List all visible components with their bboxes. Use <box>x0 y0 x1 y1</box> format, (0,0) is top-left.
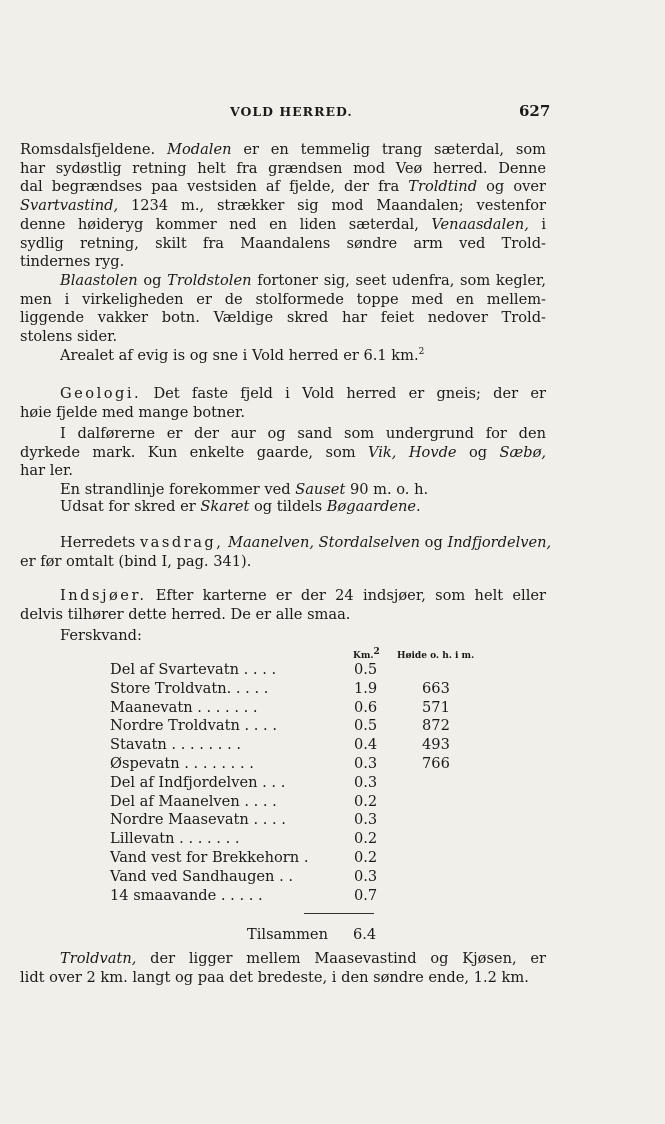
lake-elevation: 872 <box>422 717 450 735</box>
lake-area: 0.5 <box>354 661 378 678</box>
text-run: delvis tilhører dette herred. De er alle smaa. <box>20 605 351 623</box>
text-run: 1234 m., strækker sig mod Maandalen; vestenfor <box>118 197 546 215</box>
text-run: høie fjelde med mange botner. <box>20 403 246 421</box>
table-row <box>110 755 490 774</box>
text-run: og tildels <box>249 498 327 515</box>
paragraph-strandlinje <box>20 481 546 500</box>
table-row <box>110 661 490 680</box>
paragraph-indsjoer <box>20 587 546 624</box>
text-line <box>20 462 546 481</box>
text-run: I dalførerne er der aur og sand som undergrund for den <box>60 425 546 442</box>
lake-name: Lillevatn . . . . . . . <box>110 830 240 848</box>
text-line <box>20 178 546 197</box>
table-row <box>110 717 490 736</box>
total-label: Tilsammen <box>247 926 328 943</box>
lakes-table <box>110 661 490 905</box>
text-run: men i virkeligheden er de stolformede toppe med en mellem- <box>20 290 546 308</box>
lake-elevation: 663 <box>422 679 450 697</box>
text-run: Svartvastind, <box>20 197 119 215</box>
lake-name: Stavatn . . . . . . . . <box>110 736 241 754</box>
paragraph-ferskvand <box>20 627 546 646</box>
text-line <box>20 141 546 160</box>
text-run: Arealet af evig is og sne i Vold herred er 6.1 km. <box>60 347 419 364</box>
text-run: og <box>137 272 168 289</box>
text-run: liggende vakker botn. Vældige skred har feiet nedover Trold- <box>20 309 546 327</box>
text-run: vasdrag, <box>139 534 224 551</box>
text-line <box>20 587 546 606</box>
lake-elevation: 571 <box>422 698 450 716</box>
table-row <box>110 849 490 868</box>
text-run: Modalen <box>167 141 232 158</box>
text-run: i <box>528 215 547 233</box>
text-line <box>20 969 546 988</box>
hoide-column-header: Høide o. h. i m. <box>397 651 475 661</box>
text-run: Troldtind <box>408 178 478 196</box>
lake-area: 0.5 <box>354 717 378 735</box>
text-line <box>20 404 546 423</box>
lake-name: Nordre Maasevatn . . . . <box>110 811 286 829</box>
lake-area: 0.3 <box>354 867 378 885</box>
text-run: Sauset <box>295 481 346 498</box>
text-line <box>20 534 552 553</box>
text-run: Vik, Hovde <box>367 443 457 461</box>
text-line <box>20 950 546 969</box>
table-row <box>110 811 490 830</box>
text-run: Geologi. <box>60 385 142 402</box>
text-run: 90 m. o. h. <box>345 481 429 498</box>
table-row <box>110 774 490 793</box>
text-run: Blaastolen <box>60 272 138 289</box>
lake-name: Øspevatn . . . . . . . . <box>110 754 254 772</box>
text-run: og <box>456 443 500 461</box>
text-run: Troldvatn, <box>60 950 137 967</box>
table-row <box>110 830 490 849</box>
text-line <box>20 272 546 291</box>
text-run: Troldstolen <box>167 272 252 289</box>
text-run: Maanelven, Stordalselven <box>228 534 421 551</box>
text-line <box>20 385 546 404</box>
table-row <box>110 680 490 699</box>
sum-rule <box>304 913 374 914</box>
text-run: denne høideryg kommer ned en liden sæterdal, <box>20 215 432 233</box>
lake-name: Maanevatn . . . . . . . <box>110 698 258 716</box>
text-run: En strandlinje forekommer ved <box>60 481 296 498</box>
text-run: har sydøstlig retning helt fra grændsen mod Veø herred. Denne <box>20 159 546 177</box>
table-row <box>110 868 490 887</box>
table-row <box>110 699 490 718</box>
table-row <box>110 887 490 906</box>
text-run: stolens sider. <box>20 328 118 346</box>
paragraph-vasdrag <box>20 534 552 571</box>
lake-area: 0.3 <box>354 754 378 772</box>
text-line <box>20 444 546 463</box>
lake-area: 0.7 <box>354 886 378 904</box>
text-run: dyrkede mark. Kun enkelte gaarde, som <box>20 443 368 461</box>
lake-area: 0.3 <box>354 811 378 829</box>
text-run: Udsat for skred er <box>60 498 201 515</box>
chapter-title: VOLD HERRED. <box>230 104 353 119</box>
text-line <box>20 216 546 235</box>
text-run: Skaret <box>200 498 250 515</box>
km-column-header: Km.$^2$ <box>353 647 380 661</box>
paragraph-arealet <box>20 347 546 366</box>
text-run: lidt over 2 km. langt og paa det bredeste, i den søndre ende, 1.2 km. <box>20 968 529 986</box>
lake-area: 0.4 <box>354 736 378 754</box>
paragraph-blaastolen <box>20 272 546 347</box>
text-line <box>20 627 546 646</box>
running-header <box>0 104 665 124</box>
text-line <box>20 498 546 517</box>
text-line <box>20 160 546 179</box>
lake-area: 0.2 <box>354 830 378 848</box>
text-run: fortoner sig, seet udenfra, som kegler, <box>251 272 547 289</box>
text-run: tindernes ryg. <box>20 253 125 271</box>
text-line <box>20 197 546 216</box>
lake-name: Del af Svartevatn . . . . <box>110 661 277 678</box>
lake-area: 1.9 <box>354 679 378 697</box>
lake-area: 0.2 <box>354 792 378 810</box>
text-run: dal begrændses paa vestsiden af fjelde, der fra <box>20 178 409 196</box>
text-run: Bøgaardene. <box>326 498 421 515</box>
text-run: er en temmelig trang sæterdal, som <box>231 141 547 158</box>
text-run: Herredets <box>60 534 140 551</box>
text-line <box>20 309 546 328</box>
text-line <box>20 328 546 347</box>
text-line <box>20 553 546 572</box>
lake-name: Vand vest for Brekkehorn . <box>110 848 309 866</box>
paragraph-skred <box>20 498 546 517</box>
paragraph-dalforerne <box>20 425 546 481</box>
lake-area: 0.2 <box>354 848 378 866</box>
text-run: Sæbø, <box>499 443 546 461</box>
lake-name: Nordre Troldvatn . . . . <box>110 717 277 735</box>
text-run: er før omtalt (bind I, pag. 341). <box>20 552 252 570</box>
text-run: Efter karterne er der 24 indsjøer, som helt eller <box>146 587 546 604</box>
text-run: 2 <box>418 347 425 358</box>
lake-name: Vand ved Sandhaugen . . <box>110 867 294 885</box>
paragraph-modalen <box>20 141 546 272</box>
total-row <box>247 926 377 943</box>
text-run: sydlig retning, skilt fra Maandalens søndre arm ved Trold- <box>20 234 546 252</box>
text-run: Indsjøer. <box>60 587 147 604</box>
lake-name: Del af Indfjordelven . . . <box>110 773 286 791</box>
lake-name: 14 smaavande . . . . . <box>110 886 263 904</box>
text-run: har ler. <box>20 462 74 480</box>
text-line <box>20 291 546 310</box>
lake-elevation: 766 <box>422 754 450 772</box>
text-run: Romsdalsfjeldene. <box>20 141 168 158</box>
text-run: Indfjordelven, <box>447 534 552 551</box>
text-run: der ligger mellem Maasevastind og Kjøsen, er <box>136 950 546 967</box>
text-line <box>20 425 546 444</box>
text-run: Ferskvand: <box>60 627 142 644</box>
lake-name: Store Troldvatn. . . . . <box>110 679 269 697</box>
total-value: 6.4 <box>353 926 377 943</box>
lake-area: 0.6 <box>354 698 378 716</box>
paragraph-troldvatn <box>20 950 546 987</box>
text-line <box>20 235 546 254</box>
text-run: og <box>420 534 448 551</box>
paragraph-geologi <box>20 385 546 422</box>
table-row <box>110 736 490 755</box>
text-line <box>20 481 546 500</box>
text-run: og over <box>477 178 546 196</box>
lake-name: Del af Maanelven . . . . <box>110 792 277 810</box>
text-line <box>20 606 546 625</box>
text-run: Det faste fjeld i Vold herred er gneis; der er <box>141 385 546 402</box>
text-line <box>20 253 546 272</box>
text-run: Venaasdalen, <box>431 215 529 233</box>
table-row <box>110 793 490 812</box>
page-number: 627 <box>519 102 551 120</box>
text-line <box>20 347 546 366</box>
lake-area: 0.3 <box>354 773 378 791</box>
lake-elevation: 493 <box>422 736 450 754</box>
